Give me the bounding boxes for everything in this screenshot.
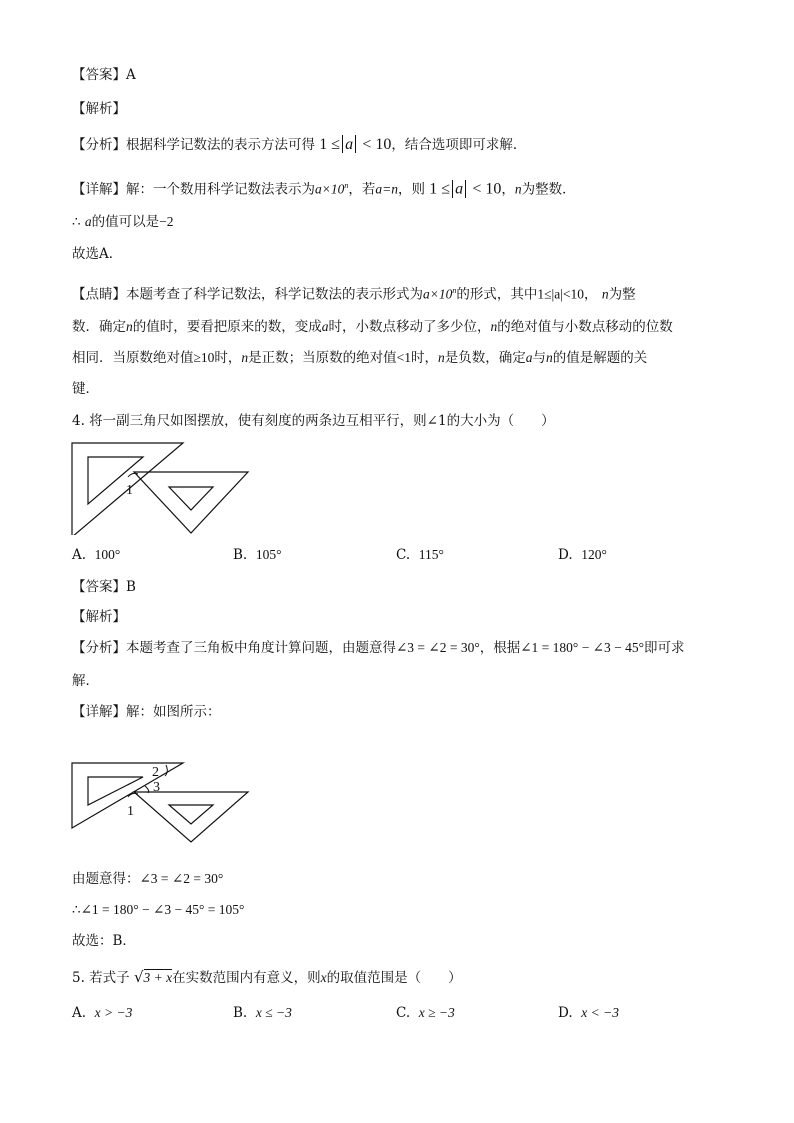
q3-therefore-val: −2 <box>159 214 174 229</box>
q3-dianjing-mid: 的形式，其中 <box>456 286 538 303</box>
q4-youti <box>72 870 223 888</box>
q3-dj3-lt: <1 <box>396 350 412 365</box>
q4-fenxi <box>72 639 685 657</box>
q3-dianjing-n: n <box>601 286 609 302</box>
option-letter: A. <box>72 1005 87 1021</box>
ruler-45 <box>134 472 248 533</box>
q3-therefore <box>72 213 174 231</box>
q3-fenxi-math-b: < 10 <box>362 136 392 153</box>
therefore-symbol: ∴ <box>72 902 81 918</box>
option-letter: D. <box>558 547 573 563</box>
therefore-symbol: ∴ <box>72 214 81 230</box>
q3-dj3-a: 相同．当原数绝对值 <box>72 350 194 366</box>
option-value: x < −3 <box>581 1005 619 1020</box>
q4-option-c <box>396 546 444 564</box>
q4-option-a <box>72 546 120 564</box>
option-value: 115° <box>418 547 444 562</box>
option-letter: C. <box>396 1005 411 1021</box>
q3-dianjing-l3 <box>72 349 647 367</box>
q3-dj2-n: n <box>126 319 133 334</box>
q3-fenxi-post: ，结合选项即可求解． <box>391 137 527 153</box>
option-value: x ≤ −3 <box>255 1005 292 1020</box>
q3-dj3-f: 与 <box>532 350 547 366</box>
q3-dianjing-post: 为整 <box>608 286 636 303</box>
q3-dianjing-expr: a×10 <box>423 286 453 302</box>
q3-dj3-a2: a <box>525 350 533 365</box>
ruler-30-60-inner <box>88 457 143 504</box>
option-value: 105° <box>255 547 282 562</box>
q3-dj2-a2: a <box>321 319 329 334</box>
q3-fenxi-var: a <box>345 136 354 153</box>
q3-xiangjie-expr: a×10 <box>315 181 345 197</box>
q5-stem-mid: 在实数范围内有意义，则 <box>172 970 321 986</box>
q3-dianjing-l1: 【点睛】本题考查了科学记数法，科学记数法的表示形式为$a\times 10^n$的形式，其中1≤|a|<10， n为整 <box>72 286 636 303</box>
q5-sqrt-expr: 3 + x <box>143 970 173 985</box>
angle-2-label: 2 <box>152 765 159 780</box>
q3-dj3-ge: ≥10 <box>193 350 215 365</box>
q4-option-b <box>233 546 281 564</box>
q3-xiangjie-n: n <box>514 181 522 197</box>
q4-fenxi-post: 即可求 <box>644 640 685 656</box>
option-value: 120° <box>581 547 607 562</box>
q3-fenxi-text: 【分析】根据科学记数法的表示方法可得 <box>72 137 315 153</box>
q3-xiangjie-m1: 1 ≤ <box>429 180 451 198</box>
q4-analysis-heading: 【解析】 <box>72 609 126 625</box>
q3-dj3-d: 时， <box>411 350 439 366</box>
q3-choose: 故选A． <box>72 246 123 262</box>
option-value: x ≥ −3 <box>418 1005 455 1020</box>
q3-xiangjie-mid: ，若 <box>348 181 376 198</box>
q4-fenxi-eq1: ∠3 = ∠2 = 30° <box>396 640 480 655</box>
q5-option-d <box>558 1004 619 1022</box>
q5-stem-var: x <box>320 970 327 985</box>
ruler-45-inner <box>169 487 213 510</box>
q3-dj3-n2: n <box>438 350 445 365</box>
q5-stem-post: 的取值范围是（ ） <box>326 970 462 986</box>
sqrt-icon: √ <box>133 968 144 986</box>
q3-dj2-n2: n <box>490 319 498 334</box>
q3-xiangjie-post: 为整数． <box>521 181 576 198</box>
q3-dianjing-l4: 键． <box>72 381 99 397</box>
q3-dj3-n: n <box>241 350 249 365</box>
ruler-45 <box>134 792 248 842</box>
q3-dianjing-exp: n <box>452 286 457 295</box>
q4-youti-text: 由题意得： <box>72 871 140 887</box>
q4-so-eq: ∠1 = 180° − ∠3 − 45° = 105° <box>80 902 245 917</box>
q4-fenxi-text: 【分析】本题考查了三角板中角度计算问题，由题意得 <box>72 640 396 656</box>
q3-dj2-d: 的绝对值与小数点移动的位数 <box>497 319 673 335</box>
q4-fenxi-mid: ，根据 <box>479 640 521 656</box>
q3-therefore-text: 的值可以是 <box>91 214 160 230</box>
option-value: 100° <box>94 547 121 562</box>
q5-option-b <box>233 1004 292 1022</box>
q4-choose: 故选：B． <box>72 933 136 949</box>
angle-2-arc <box>165 765 167 776</box>
q3-xiangjie-eq: a=n <box>375 181 398 197</box>
q3-dj3-c: 是正数；当原数的绝对值 <box>248 350 397 366</box>
q4-fenxi-l2: 解． <box>72 673 99 689</box>
option-value: x > −3 <box>94 1005 133 1020</box>
q4-option-d <box>558 546 607 564</box>
option-letter: B. <box>233 1005 248 1021</box>
q4-stem: 4. 将一副三角尺如图摆放，使有刻度的两条边互相平行，则∠1的大小为（ ） <box>72 413 555 429</box>
q3-fenxi <box>72 135 526 154</box>
q3-xiangjie-exp: n <box>344 181 349 190</box>
q3-xiangjie-var: a <box>455 180 464 198</box>
angle-1-label: 1 <box>126 483 133 498</box>
option-letter: C. <box>396 547 411 563</box>
q3-therefore-var: a <box>84 214 92 229</box>
q3-xiangjie-m2: < 10 <box>472 180 502 198</box>
q3-dj2-a: 数．确定 <box>72 319 126 335</box>
q4-fenxi-eq2: ∠1 = 180° − ∠3 − 45° <box>520 640 645 655</box>
q3-fenxi-math: 1 ≤ <box>319 136 341 153</box>
option-letter: D. <box>558 1005 573 1021</box>
q4-so <box>72 901 244 919</box>
q3-analysis-heading: 【解析】 <box>72 101 126 117</box>
option-letter: B. <box>233 547 248 563</box>
q3-xiangjie-text: 【详解】解：一个数用科学记数法表示为 <box>72 181 315 198</box>
q5-stem <box>72 968 462 987</box>
q5-stem-pre: 5. 若式子 <box>72 970 130 986</box>
q3-dj2-b: 的值时，要看把原来的数，变成 <box>132 319 322 335</box>
q3-xiangjie-mid2: ，则 <box>398 181 425 198</box>
q3-dj2-c: 时，小数点移动了多少位， <box>328 319 491 335</box>
angle-3-label: 3 <box>153 780 160 795</box>
q3-xiangjie: 【详解】解：一个数用科学记数法表示为$a\times 10^n$，若a=n，则 1 ≤ a < 10，n为整数． <box>72 180 576 198</box>
triangle-rulers-labeled-figure <box>70 760 255 855</box>
ruler-45-inner <box>169 805 213 824</box>
q3-answer: 【答案】A <box>72 67 136 83</box>
angle-1-label: 1 <box>127 804 134 819</box>
q3-dj3-n3: n <box>546 350 553 365</box>
q3-dianjing-l2 <box>72 318 673 336</box>
q3-dianjing-range: 1≤|a|<10 <box>537 286 585 302</box>
q3-dianjing-text: 【点睛】本题考查了科学记数法，科学记数法的表示形式为 <box>72 286 423 303</box>
q4-answer: 【答案】B <box>72 579 136 595</box>
q5-option-c <box>396 1004 455 1022</box>
triangle-rulers-figure <box>70 440 255 535</box>
q3-dj3-b: 时， <box>214 350 242 366</box>
q5-option-a <box>72 1004 132 1022</box>
q4-xiangjie: 【详解】解：如图所示： <box>72 704 221 720</box>
option-letter: A. <box>72 547 87 563</box>
q3-dj3-e: 是负数，确定 <box>444 350 526 366</box>
q3-dj3-g: 的值是解题的关 <box>552 350 648 366</box>
q4-youti-eq: ∠3 = ∠2 = 30° <box>139 871 224 886</box>
